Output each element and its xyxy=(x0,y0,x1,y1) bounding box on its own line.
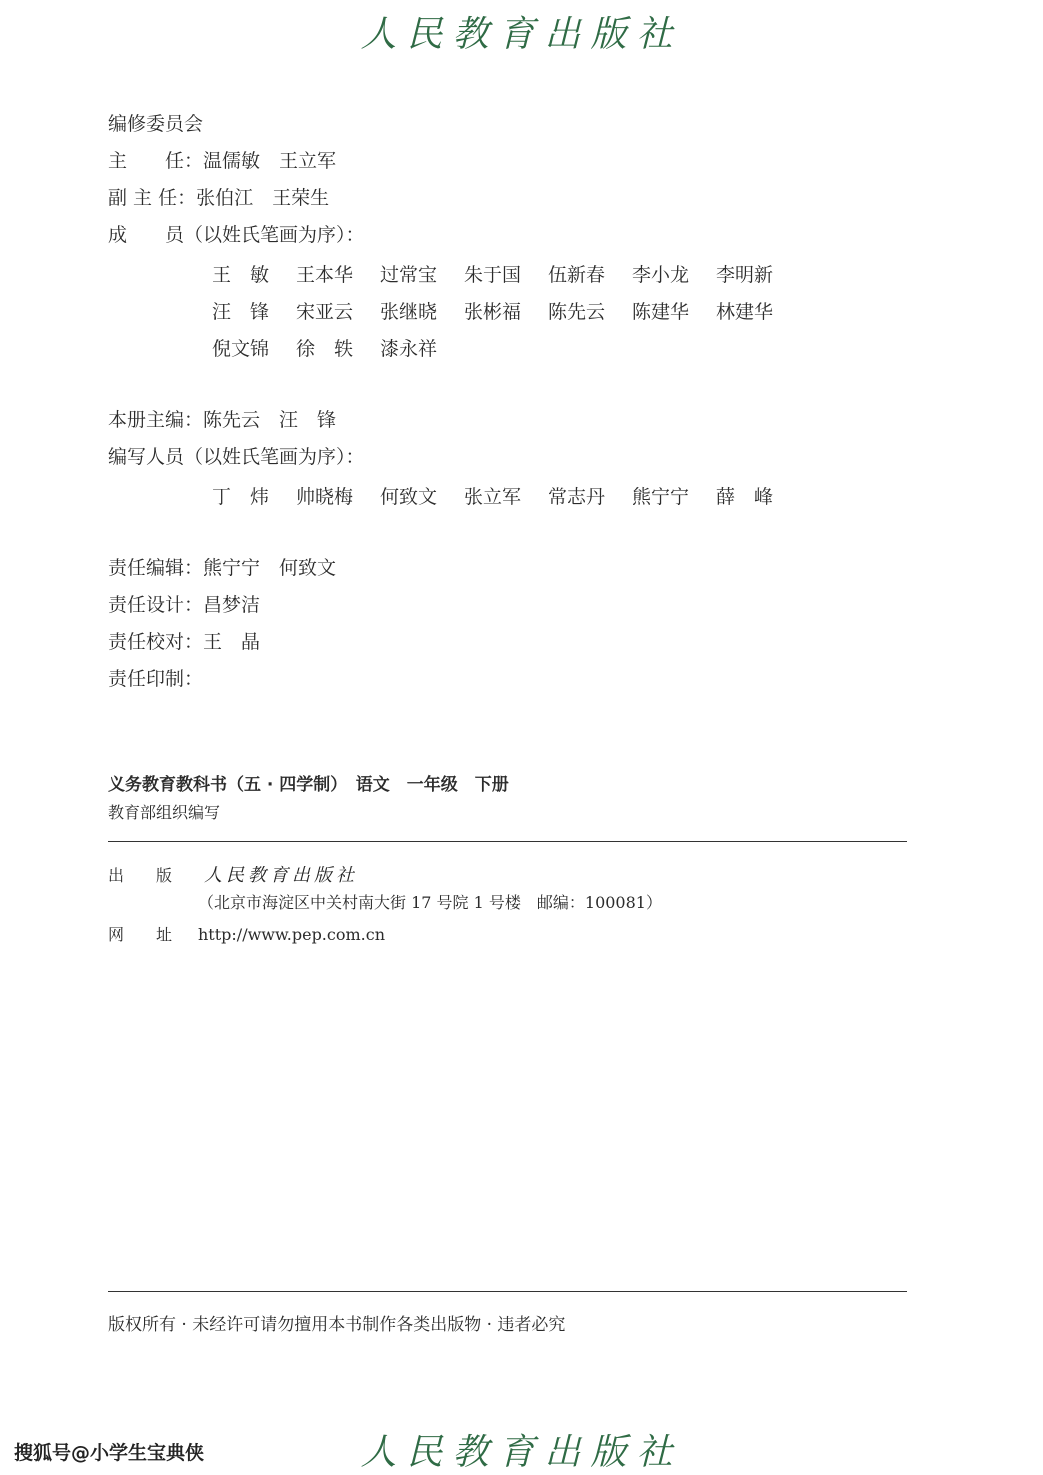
watermark: 搜狐号@小学生宝典侠 xyxy=(14,1442,205,1464)
writer-name: 常志丹 xyxy=(548,486,606,508)
member-name: 王 敏 xyxy=(212,264,270,286)
responsible-design-names: 昌梦洁 xyxy=(203,594,261,616)
members-row-3 xyxy=(212,334,464,361)
member-name: 陈先云 xyxy=(548,301,606,323)
responsible-printing-row xyxy=(108,667,203,691)
responsible-proofread-label: 责任校对： xyxy=(108,631,204,653)
chief-editor-names: 陈先云 汪 锋 xyxy=(203,409,337,431)
member-name: 宋亚云 xyxy=(296,301,354,323)
website-row xyxy=(108,922,385,945)
director-names: 温儒敏 王立军 xyxy=(203,150,337,172)
member-name: 倪文锦 xyxy=(212,338,270,360)
writer-name: 薛 峰 xyxy=(716,486,774,508)
responsible-design-row xyxy=(108,593,260,617)
writer-name: 丁 炜 xyxy=(212,486,270,508)
responsible-proofread-row xyxy=(108,630,260,654)
publisher-logo-top: 人民教育出版社 xyxy=(360,14,683,55)
publish-label: 出 版 xyxy=(108,866,173,885)
compiled-by: 教育部组织编写 xyxy=(108,803,221,822)
chief-editor-label: 本册主编： xyxy=(108,409,204,431)
members-label: 成 员（以姓氏笔画为序）： xyxy=(108,224,365,246)
responsible-design-label: 责任设计： xyxy=(108,594,204,616)
committee-heading: 编修委员会 xyxy=(108,113,204,135)
chief-editor-row xyxy=(108,408,336,432)
member-name: 过常宝 xyxy=(380,264,438,286)
member-name: 陈建华 xyxy=(632,301,690,323)
website-link[interactable]: http://www.pep.com.cn xyxy=(198,925,386,944)
member-name: 李明新 xyxy=(716,264,774,286)
divider-bottom xyxy=(108,1291,907,1292)
writers-label: 编写人员（以姓氏笔画为序）： xyxy=(108,446,365,468)
responsible-proofread-names: 王 晶 xyxy=(203,631,261,653)
member-name: 林建华 xyxy=(716,301,774,323)
members-row-2 xyxy=(212,297,800,324)
responsible-printing-label: 责任印制： xyxy=(108,668,204,690)
writer-name: 熊宁宁 xyxy=(632,486,690,508)
member-name: 汪 锋 xyxy=(212,301,270,323)
divider-top xyxy=(108,841,907,842)
responsible-editor-row xyxy=(108,556,336,580)
vice-director-row xyxy=(108,186,329,210)
member-name: 张继晓 xyxy=(380,301,438,323)
member-name: 漆永祥 xyxy=(380,338,438,360)
book-title: 义务教育教科书（五 · 四学制） 语文 一年级 下册 xyxy=(108,775,509,795)
publisher-logo-small: 人民教育出版社 xyxy=(204,865,358,886)
responsible-editor-label: 责任编辑： xyxy=(108,557,204,579)
writer-name: 帅晓梅 xyxy=(296,486,354,508)
publisher-row xyxy=(108,861,358,887)
publisher-address: （北京市海淀区中关村南大街 17 号院 1 号楼 邮编：100081） xyxy=(198,893,662,912)
writers-row xyxy=(212,482,800,509)
vice-director-label: 副 主 任： xyxy=(108,187,197,209)
member-name: 徐 轶 xyxy=(296,338,354,360)
member-name: 王本华 xyxy=(296,264,354,286)
responsible-editor-names: 熊宁宁 何致文 xyxy=(203,557,337,579)
member-name: 伍新春 xyxy=(548,264,606,286)
director-row xyxy=(108,149,336,173)
copyright-notice: 版权所有 · 未经许可请勿擅用本书制作各类出版物 · 违者必究 xyxy=(108,1315,566,1335)
member-name: 朱于国 xyxy=(464,264,522,286)
director-label: 主 任： xyxy=(108,150,204,172)
member-name: 李小龙 xyxy=(632,264,690,286)
writer-name: 何致文 xyxy=(380,486,438,508)
members-row-1 xyxy=(212,260,800,287)
vice-director-names: 张伯江 王荣生 xyxy=(196,187,330,209)
website-label: 网 址 xyxy=(108,925,173,944)
member-name: 张彬福 xyxy=(464,301,522,323)
writer-name: 张立军 xyxy=(464,486,522,508)
publisher-logo-bottom: 人民教育出版社 xyxy=(360,1432,683,1473)
